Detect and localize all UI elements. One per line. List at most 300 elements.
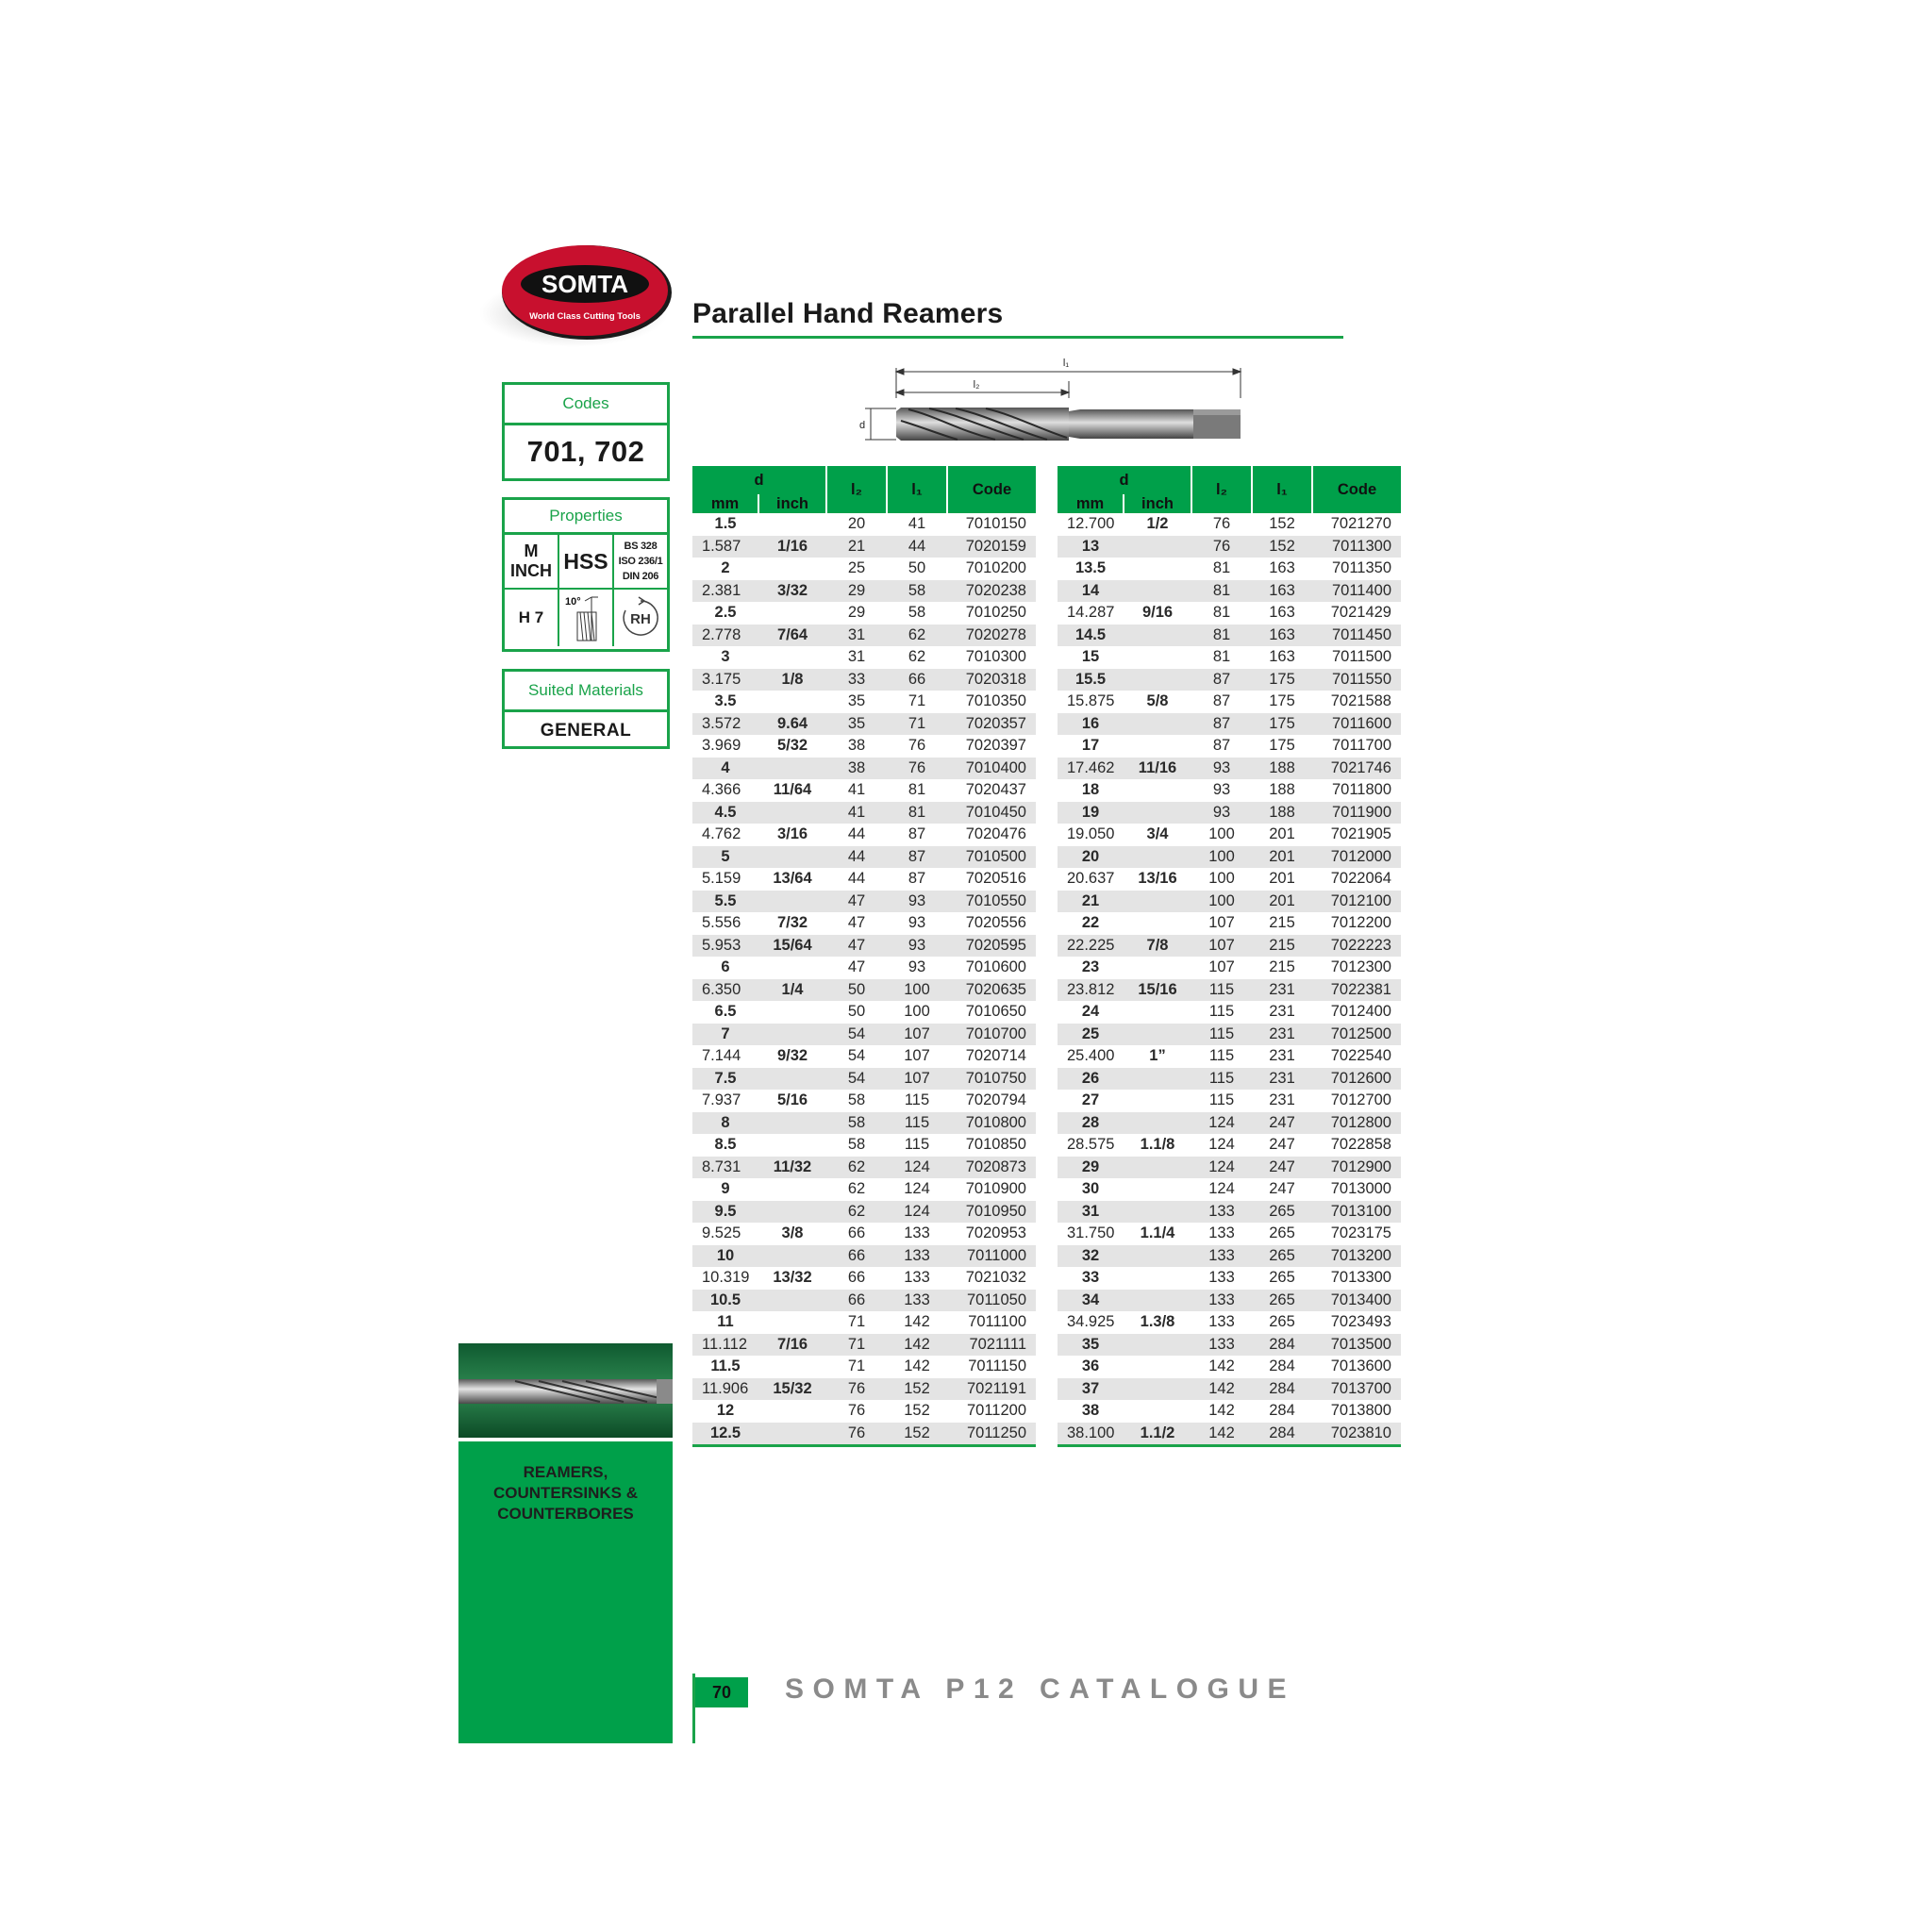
codes-label: Codes [505,385,667,425]
cell-inch [1124,1178,1191,1201]
cell-code: 7010950 [947,1201,1036,1224]
cell-l2: 142 [1208,1357,1235,1375]
cell-mm: 1.5 [714,515,737,533]
cell-inch [1124,1157,1191,1179]
cell-l1: 163 [1269,648,1295,666]
cell-code: 7022064 [1330,870,1391,888]
cell-mm: 15.5 [1058,669,1124,691]
table-row [692,625,1036,647]
cell-inch: 13/32 [773,1269,812,1287]
cell-l1: 93 [908,914,926,932]
cell-mm: 24 [1081,1003,1100,1021]
cell-code: 7013300 [1330,1269,1391,1287]
cell-l2: 76 [826,1378,887,1401]
cell-inch [1124,957,1191,979]
standard-iso: ISO 236/1 [618,556,663,567]
cell-l2: 44 [826,846,887,869]
cell-inch: 9/32 [776,1047,808,1065]
table-row [692,824,1036,846]
table-row [692,1378,1036,1401]
cell-l2: 71 [847,1313,866,1331]
table-row [692,1423,1036,1446]
cell-l2: 100 [1208,825,1235,843]
codes-value: 701, 702 [526,435,645,468]
cell-l2: 100 [1191,891,1252,913]
table-row [1058,625,1401,647]
cell-inch: 3/4 [1146,825,1169,843]
cell-inch [758,558,826,580]
cell-inch: 3/32 [758,580,826,603]
cell-code: 7021429 [1330,604,1391,622]
cell-mm: 8.731 [692,1157,758,1179]
cell-inch [1124,1290,1191,1312]
cell-mm: 2.5 [714,604,737,622]
cell-l2: 54 [847,1047,866,1065]
cell-code: 7013700 [1312,1378,1401,1401]
cell-mm: 35 [1058,1334,1124,1357]
cell-l2: 133 [1208,1224,1235,1242]
cell-l1: 62 [908,648,926,666]
cell-l1: 201 [1269,870,1295,888]
cell-inch [1124,1201,1191,1224]
cell-code: 7023175 [1330,1224,1391,1242]
cell-mm: 36 [1081,1357,1100,1375]
cell-l2: 81 [1212,648,1231,666]
table-row [1058,1024,1401,1046]
cell-inch: 1/4 [758,979,826,1002]
cell-inch [1124,1245,1191,1268]
cell-l1: 188 [1252,758,1312,780]
cell-l1: 265 [1252,1201,1312,1224]
cell-l1: 87 [887,846,947,869]
table-row [1058,1112,1401,1135]
cell-code: 7021905 [1330,825,1391,843]
cell-mm: 33 [1081,1269,1100,1287]
cell-code: 7020318 [947,669,1036,691]
cell-code: 7011250 [947,1423,1036,1446]
cell-code: 7010550 [947,891,1036,913]
cell-l1: 163 [1269,559,1295,577]
cell-l2: 133 [1191,1334,1252,1357]
table-row [692,1400,1036,1423]
cell-inch: 15/32 [758,1378,826,1401]
cell-mm: 3.969 [702,737,741,755]
table-row [1058,1378,1401,1401]
cell-l2: 58 [847,1091,866,1109]
cell-l1: 71 [908,692,926,710]
table-row [692,979,1036,1002]
cell-l1: 133 [887,1245,947,1268]
cell-mm: 9.525 [702,1224,741,1242]
cell-l2: 66 [847,1269,866,1287]
table-row [692,691,1036,713]
cell-code: 7011550 [1312,669,1401,691]
table-row [1058,935,1401,958]
table-row [692,713,1036,736]
cell-code: 7013800 [1330,1402,1391,1420]
section-label [468,1462,663,1524]
material-hss: HSS [559,535,614,590]
cell-l1: 152 [904,1402,930,1420]
cell-l2: 93 [1212,781,1231,799]
cell-l2: 29 [847,604,866,622]
rotation-rh-icon [614,590,667,646]
cell-l1: 142 [887,1334,947,1357]
cell-mm: 13 [1058,536,1124,558]
cell-code: 7010350 [965,692,1026,710]
cell-l1: 152 [1252,536,1312,558]
cell-l1: 215 [1252,935,1312,958]
cell-l2: 107 [1191,935,1252,958]
cell-mm: 20.637 [1067,870,1115,888]
cell-code: 7020397 [965,737,1026,755]
cell-l2: 76 [1191,536,1252,558]
cell-inch [1124,536,1191,558]
cell-inch [1124,1378,1191,1401]
cell-code: 7011100 [968,1313,1026,1331]
cell-inch: 15/16 [1124,979,1191,1002]
properties-box [502,497,670,652]
cell-code: 7010800 [947,1112,1036,1135]
cell-inch [1124,1001,1191,1024]
cell-code: 7010450 [947,802,1036,824]
table-row [692,1068,1036,1091]
cell-l1: 76 [908,737,926,755]
cell-l1: 215 [1269,914,1295,932]
cell-l1: 231 [1252,1068,1312,1091]
table-row [692,513,1036,536]
table-row [1058,1334,1401,1357]
cell-l1: 231 [1252,979,1312,1002]
diagram-l1-label: l₁ [1062,358,1070,369]
cell-mm: 28 [1058,1112,1124,1135]
cell-l1: 133 [904,1269,930,1287]
cell-l2: 81 [1191,580,1252,603]
somta-logo [479,243,675,349]
rotation-rh-label: RH [630,611,651,627]
cell-code: 7011900 [1312,802,1401,824]
cell-inch [758,1245,826,1268]
cell-code: 7012500 [1312,1024,1401,1046]
cell-code: 7013100 [1312,1201,1401,1224]
cell-mm: 5.5 [692,891,758,913]
cell-l2: 133 [1191,1201,1252,1224]
cell-inch: 9/16 [1141,604,1174,622]
cell-l2: 81 [1212,559,1231,577]
cell-l1: 58 [887,580,947,603]
cell-l1: 284 [1269,1357,1295,1375]
table-row [692,957,1036,979]
diagram-d-label: d [859,420,866,431]
cell-code: 7020437 [965,781,1026,799]
cell-code: 7020238 [947,580,1036,603]
table-row [692,669,1036,691]
cell-code: 7011600 [1312,713,1401,736]
cell-code: 7012000 [1312,846,1401,869]
cell-code: 7010650 [965,1003,1026,1021]
cell-l1: 87 [908,825,926,843]
cell-code: 7013200 [1312,1245,1401,1268]
cell-inch: 3/8 [781,1224,804,1242]
cell-inch: 5/8 [1146,692,1169,710]
cell-l2: 21 [826,536,887,558]
cell-l1: 163 [1252,580,1312,603]
cell-code: 7020516 [965,870,1026,888]
table-row [692,891,1036,913]
cell-mm: 10.5 [692,1290,758,1312]
cell-l2: 47 [826,891,887,913]
cell-mm: 6.350 [692,979,758,1002]
table-row [1058,580,1401,603]
cell-l1: 93 [908,958,926,976]
cell-mm: 19 [1058,802,1124,824]
cell-code: 7020556 [965,914,1026,932]
cell-l2: 38 [847,737,866,755]
cell-code: 7022381 [1312,979,1401,1002]
table-row [1058,1045,1401,1068]
cell-mm: 7.937 [702,1091,741,1109]
diagram-l2-label: l₂ [973,379,980,391]
table-row [1058,1356,1401,1378]
cell-inch: 13/16 [1138,870,1177,888]
table-row [692,1090,1036,1112]
table-row [692,1290,1036,1312]
unit-inch: INCH [510,561,552,580]
helix-angle-value: 10° [565,596,581,608]
cell-mm: 25 [1058,1024,1124,1046]
cell-l2: 93 [1191,758,1252,780]
cell-l2: 31 [826,625,887,647]
cell-inch: 13/64 [773,870,812,888]
section-line-2: COUNTERSINKS & [492,1484,638,1502]
cell-mm: 3 [721,648,730,666]
table-row [1058,1068,1401,1091]
col-code-header: Code [947,466,1036,513]
cell-mm: 8 [692,1112,758,1135]
cell-code: 7011450 [1312,625,1401,647]
table-row [1058,1267,1401,1290]
cell-code: 7023493 [1330,1313,1391,1331]
cell-mm: 11.906 [692,1378,758,1401]
cell-mm: 17.462 [1058,758,1124,780]
table-row [1058,1134,1401,1157]
cell-l2: 71 [826,1334,887,1357]
cell-l1: 100 [887,979,947,1002]
cell-l2: 44 [847,870,866,888]
cell-l1: 142 [904,1313,930,1331]
cell-l2: 124 [1208,1180,1235,1198]
cell-mm: 37 [1058,1378,1124,1401]
table-row [692,1112,1036,1135]
cell-l2: 47 [847,914,866,932]
cell-inch [758,691,826,713]
cell-inch: 9.64 [758,713,826,736]
table-row [1058,558,1401,580]
cell-l1: 87 [908,870,926,888]
table-row [1058,1201,1401,1224]
cell-l2: 76 [1212,515,1231,533]
cell-mm: 3.572 [692,713,758,736]
cell-code: 7020953 [965,1224,1026,1242]
cell-l2: 87 [1212,692,1231,710]
cell-l1: 284 [1252,1423,1312,1446]
cell-code: 7011500 [1331,648,1391,666]
cell-code: 7021270 [1330,515,1391,533]
col-l2-header: l₂ [1191,466,1252,513]
reamer-dimension-diagram [854,353,1250,447]
cell-inch [1124,558,1191,580]
cell-mm: 34.925 [1067,1313,1115,1331]
cell-l2: 47 [847,958,866,976]
cell-mm: 27 [1081,1091,1100,1109]
cell-inch: 1/8 [758,669,826,691]
table-row [1058,824,1401,846]
cell-l2: 142 [1191,1423,1252,1446]
cell-inch [758,1423,826,1446]
cell-inch [758,1024,826,1046]
cell-l1: 175 [1252,669,1312,691]
cell-l2: 87 [1191,669,1252,691]
cell-code: 7012700 [1330,1091,1391,1109]
cell-code: 7020357 [947,713,1036,736]
table-row [1058,713,1401,736]
cell-code: 7020873 [947,1157,1036,1179]
properties-grid [505,535,667,646]
table-row [692,758,1036,780]
cell-inch [1124,802,1191,824]
cell-code: 7020278 [947,625,1036,647]
standard-din: DIN 206 [622,571,659,582]
cell-l1: 100 [904,1003,930,1021]
cell-code: 7010400 [947,758,1036,780]
cell-l2: 41 [847,781,866,799]
cell-mm: 11 [717,1313,734,1331]
cell-mm: 16 [1058,713,1124,736]
cell-mm: 3.175 [692,669,758,691]
cell-l2: 100 [1191,846,1252,869]
cell-code: 7011000 [947,1245,1036,1268]
cell-l2: 25 [847,559,866,577]
cell-l2: 47 [826,935,887,958]
logo-wordmark: SOMTA [541,270,628,298]
cell-l2: 115 [1208,1091,1235,1109]
cell-mm: 31.750 [1067,1224,1115,1242]
cell-l1: 124 [887,1157,947,1179]
cell-code: 7010750 [947,1068,1036,1091]
cell-l2: 81 [1191,625,1252,647]
cell-mm: 9.5 [692,1201,758,1224]
cell-l2: 115 [1191,979,1252,1002]
cell-l1: 284 [1252,1334,1312,1357]
cell-mm: 15.875 [1067,692,1115,710]
table-row [1058,868,1401,891]
table-row [692,1267,1036,1290]
cell-l1: 41 [908,515,926,533]
cell-mm: 28.575 [1067,1136,1115,1154]
cell-l1: 50 [908,559,926,577]
tolerance-h7: H 7 [505,590,559,646]
cell-inch [1124,669,1191,691]
cell-l2: 33 [826,669,887,691]
cell-inch: 1.1/4 [1140,1224,1175,1242]
cell-inch [1124,1068,1191,1091]
cell-l1: 284 [1269,1402,1295,1420]
section-line-3: COUNTERBORES [497,1505,634,1523]
table-row [1058,735,1401,758]
table-row [1058,1001,1401,1024]
cell-inch [758,1001,826,1024]
cell-mm: 8.5 [714,1136,737,1154]
reamer-table-right [1058,466,1401,1447]
table-row [1058,602,1401,625]
cell-l1: 265 [1252,1245,1312,1268]
codes-box [502,382,670,481]
col-inch-header: inch [1124,494,1191,513]
cell-l2: 35 [847,692,866,710]
cell-l2: 115 [1191,1024,1252,1046]
cell-inch [758,513,826,536]
cell-mm: 30 [1081,1180,1100,1198]
suited-materials-value: GENERAL [540,721,632,741]
cell-mm: 22 [1081,914,1100,932]
cell-mm: 5.556 [702,914,741,932]
cell-mm: 2.778 [692,625,758,647]
table-row [692,1178,1036,1201]
table-row [692,1356,1036,1378]
cell-l2: 81 [1212,604,1231,622]
cell-mm: 23.812 [1058,979,1124,1002]
col-d-header: d [1058,466,1191,494]
cell-l2: 66 [826,1245,887,1268]
cell-code: 7012400 [1330,1003,1391,1021]
cell-inch: 15/64 [758,935,826,958]
cell-l1: 81 [887,802,947,824]
cell-l1: 247 [1269,1136,1295,1154]
cell-mm: 31 [1058,1201,1124,1224]
helix-angle-icon [559,590,614,646]
cell-l1: 71 [887,713,947,736]
unit-cell [505,535,559,590]
cell-mm: 18 [1081,781,1100,799]
cell-l2: 44 [847,825,866,843]
cell-l2: 58 [847,1136,866,1154]
cell-l1: 231 [1252,1024,1312,1046]
cell-code: 7011300 [1312,536,1401,558]
table-row [692,1024,1036,1046]
cell-l2: 107 [1208,914,1235,932]
cell-inch [1124,912,1191,935]
table-row [1058,779,1401,802]
cell-l2: 107 [1208,958,1235,976]
cell-inch [758,1400,826,1423]
table-row [1058,758,1401,780]
table-row [692,1245,1036,1268]
table-row [1058,1157,1401,1179]
cell-l1: 152 [887,1423,947,1446]
table-row [1058,1090,1401,1112]
cell-l1: 115 [904,1091,930,1109]
cell-inch [758,1134,826,1157]
unit-metric: M [524,541,539,560]
cell-code: 7012800 [1312,1112,1401,1135]
cell-mm: 17 [1081,737,1100,755]
col-l1-header: l₁ [1252,466,1312,513]
section-line-1: REAMERS, [523,1463,608,1481]
properties-label: Properties [505,500,667,535]
cell-l1: 133 [887,1290,947,1312]
table-row [1058,1245,1401,1268]
cell-mm: 11.5 [710,1357,741,1375]
